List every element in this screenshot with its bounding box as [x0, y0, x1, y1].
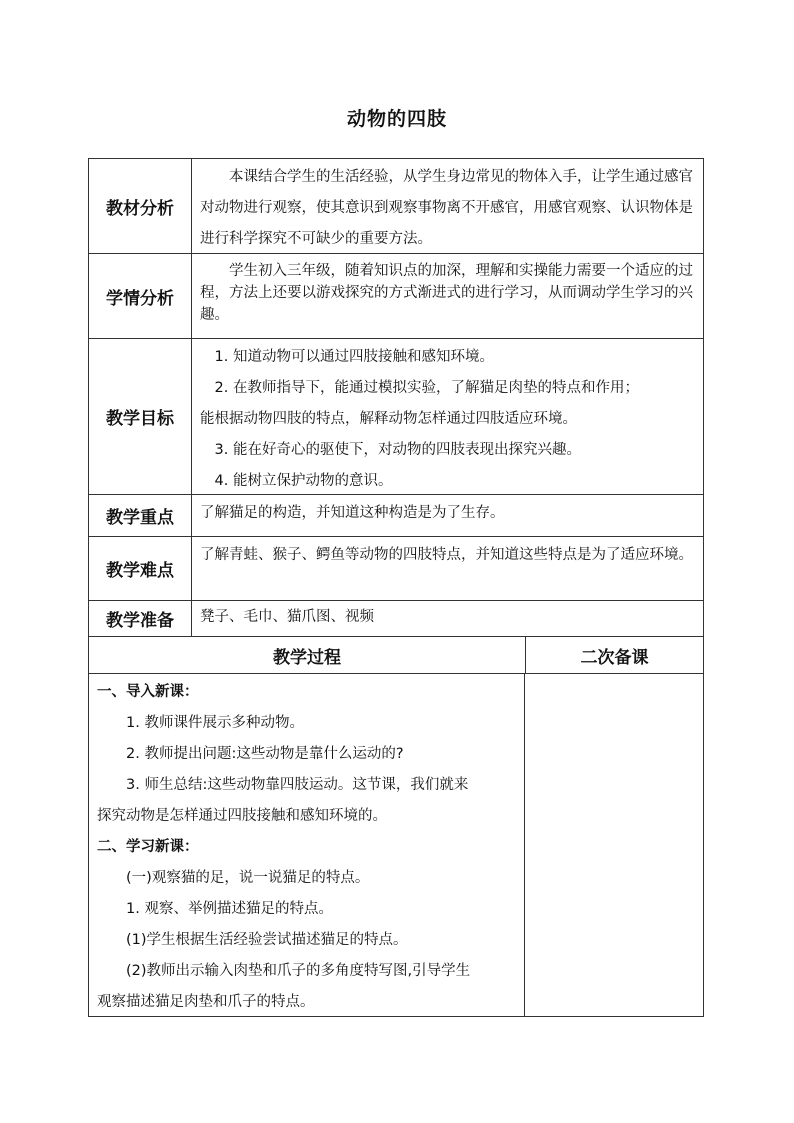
process-line: 3. 师生总结:这些动物靠四肢运动。这节课，我们就来 [126, 777, 469, 793]
goal-item: 2. 在教师指导下，能通过模拟实验，了解猫足肉垫的特点和作用； [214, 380, 639, 396]
difficulty-text: 了解青蛙、猴子、鳄鱼等动物的四肢特点，并知道这些特点是为了适应环境。 [200, 547, 693, 563]
row-focus [89, 495, 703, 537]
focus-text: 了解猫足的构造，并知道这种构造是为了生存。 [200, 505, 505, 521]
goal-item: 3. 能在好奇心的驱使下，对动物的四肢表现出探究兴趣。 [214, 442, 581, 458]
row-students [89, 254, 703, 339]
process-header [89, 637, 703, 674]
process-header-side: 二次备课 [580, 647, 649, 668]
goals-label: 教学目标 [89, 339, 192, 494]
process-line: 探究动物是怎样通过四肢接触和感知环境的。 [97, 808, 387, 824]
lesson-plan-table [88, 158, 704, 1017]
process-main [89, 674, 525, 1016]
second-prep-notes [525, 674, 703, 1016]
prep-content [192, 601, 703, 636]
students-content [192, 254, 703, 338]
material-text: 本课结合学生的生活经验，从学生身边常见的物体入手，让学生通过感官对动物进行观察，使其意识到观察事物离不开感官，用感官观察、认识物体是进行科学探究不可缺少的重要方法。 [200, 169, 693, 247]
prep-text: 凳子、毛巾、猫爪图、视频 [200, 609, 374, 625]
process-line: 观察描述猫足肉垫和爪子的特点。 [97, 994, 315, 1010]
material-label: 教材分析 [89, 159, 192, 253]
process-line: 一、导入新课： [97, 684, 199, 700]
process-line: 2. 教师提出问题:这些动物是靠什么运动的? [126, 746, 404, 762]
process-header-main: 教学过程 [89, 637, 526, 673]
goal-item: 1. 知道动物可以通过四肢接触和感知环境。 [214, 349, 494, 365]
difficulty-label: 教学难点 [89, 537, 192, 600]
process-line: 1. 教师课件展示多种动物。 [126, 715, 304, 731]
process-line: (一)观察猫的足，说一说猫足的特点。 [126, 870, 370, 886]
students-label: 学情分析 [89, 254, 192, 338]
students-text: 学生初入三年级，随着知识点的加深，理解和实操能力需要一个适应的过程，方法上还要以游戏探究的方式渐进式的进行学习，从而调动学生学习的兴趣。 [200, 263, 693, 323]
goal-item: 能根据动物四肢的特点，解释动物怎样通过四肢适应环境。 [200, 411, 577, 427]
focus-content [192, 495, 703, 536]
process-body [89, 674, 703, 1016]
row-goals [89, 339, 703, 495]
row-prep [89, 601, 703, 637]
page-title: 动物的四肢 [346, 108, 447, 130]
row-difficulty [89, 537, 703, 601]
process-line: (1)学生根据生活经验尝试描述猫足的特点。 [126, 932, 408, 948]
material-content [192, 159, 703, 253]
focus-label: 教学重点 [89, 495, 192, 536]
difficulty-content [192, 537, 703, 600]
row-material [89, 159, 703, 254]
process-line: 二、学习新课： [97, 839, 199, 855]
process-line: (2)教师出示输入肉垫和爪子的多角度特写图,引导学生 [126, 963, 471, 979]
process-line: 1. 观察、举例描述猫足的特点。 [126, 901, 333, 917]
prep-label: 教学准备 [89, 601, 192, 636]
goal-item: 4. 能树立保护动物的意识。 [214, 473, 393, 489]
goals-content [192, 339, 703, 494]
